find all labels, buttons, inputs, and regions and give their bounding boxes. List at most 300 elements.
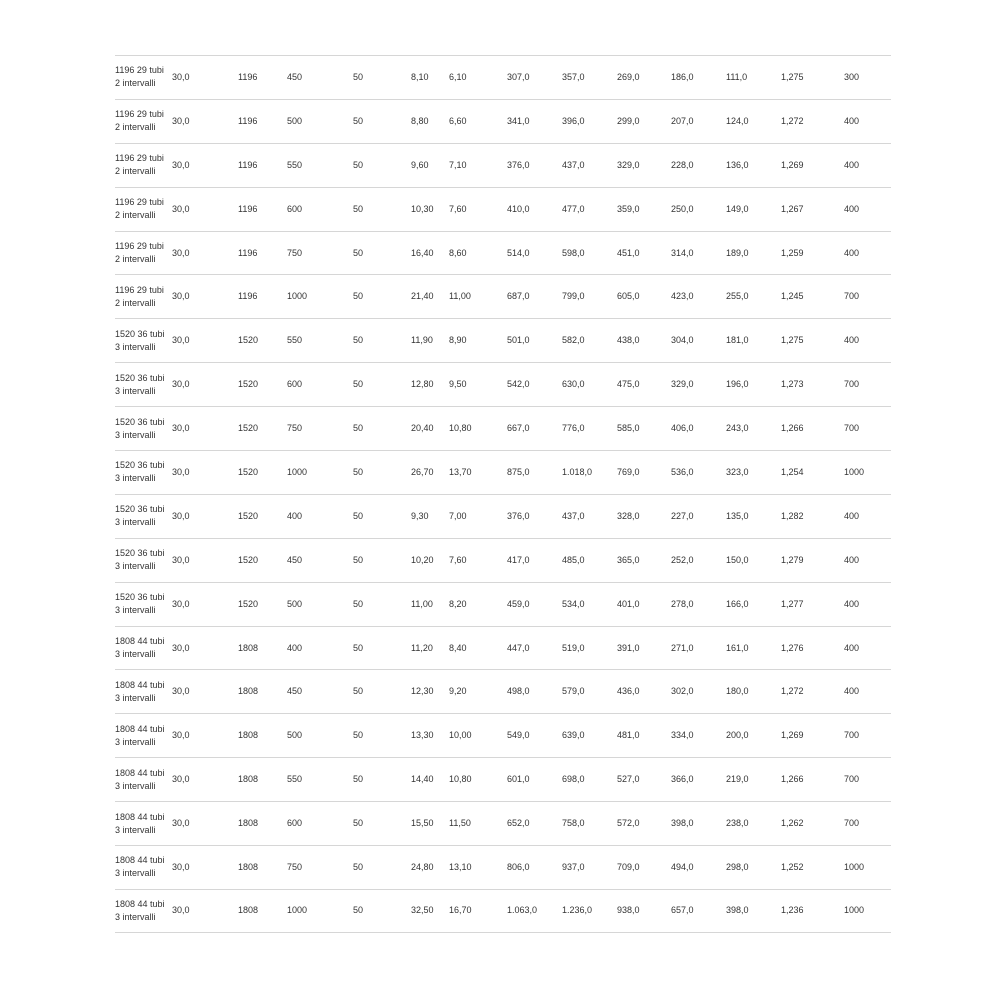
table-cell: 1,273 [781,379,804,390]
table-cell: 400 [844,335,860,346]
table-cell: 11,50 [449,818,471,829]
table-cell: 300 [844,71,860,82]
table-cell: 423,0 [671,291,694,302]
table-cell: 750 [287,861,303,872]
table-cell: 376,0 [507,159,530,170]
table-cell: 1,262 [781,818,804,829]
model-name-line1: 1196 29 tubi [115,284,164,295]
model-name-line1: 1196 29 tubi [115,153,164,164]
table-row [115,406,891,450]
table-cell: 406,0 [671,423,694,434]
table-cell: 186,0 [671,71,694,82]
table-cell: 519,0 [562,642,585,653]
table-cell: 550 [287,159,303,170]
table-cell: 20,40 [411,423,434,434]
table-cell: 181,0 [726,335,749,346]
table-cell: 307,0 [507,71,530,82]
table-cell: 50 [353,818,364,829]
table-cell: 1,275 [781,71,804,82]
table-cell: 700 [844,291,860,302]
table-cell: 9,60 [411,159,429,170]
table-cell: 1,279 [781,554,804,565]
table-row [115,801,891,845]
table-cell: 200,0 [726,730,749,741]
table-cell: 1,245 [781,291,804,302]
table-cell: 227,0 [671,510,694,521]
model-name-line2: 3 intervalli [115,517,156,528]
model-name-line1: 1196 29 tubi [115,109,164,120]
model-name-line1: 1196 29 tubi [115,241,164,251]
table-row [115,143,891,187]
model-name-line1: 1520 36 tubi [115,460,165,471]
table-cell: 50 [353,247,364,258]
table-cell: 639,0 [562,730,585,741]
table-cell: 278,0 [671,598,694,609]
model-name-cell [115,451,171,494]
table-cell: 700 [844,818,860,829]
model-name-line1: 1520 36 tubi [115,416,165,427]
table-cell: 400 [844,642,860,653]
model-name-line2: 3 intervalli [115,561,156,572]
table-cell: 50 [353,598,364,609]
table-cell: 50 [353,115,364,126]
table-cell: 750 [287,247,303,258]
table-cell: 1000 [844,466,865,477]
table-cell: 550 [287,335,303,346]
table-row [115,362,891,406]
table-cell: 1520 [238,335,259,346]
table-cell: 50 [353,159,364,170]
table-cell: 598,0 [562,247,585,258]
table-cell: 437,0 [562,159,585,170]
model-name-line1: 1196 29 tubi [115,65,164,76]
table-cell: 10,20 [411,554,434,565]
model-name-line2: 2 intervalli [115,78,156,89]
table-cell: 50 [353,466,364,477]
table-cell: 585,0 [617,423,640,434]
table-cell: 7,60 [449,554,467,565]
model-name-line2: 3 intervalli [115,692,156,703]
model-name-line2: 3 intervalli [115,605,156,616]
table-cell: 150,0 [726,554,749,565]
table-cell: 135,0 [726,510,749,521]
table-cell: 750 [287,423,303,434]
model-name-line2: 2 intervalli [115,122,156,133]
table-cell: 436,0 [617,686,640,697]
table-row [115,538,891,582]
table-cell: 1196 [238,247,258,258]
table-cell: 398,0 [726,905,749,916]
model-name-line1: 1520 36 tubi [115,372,165,383]
table-cell: 180,0 [726,686,749,697]
table-cell: 451,0 [617,247,640,258]
table-cell: 50 [353,335,364,346]
table-row [115,494,891,538]
model-name-cell [115,100,171,143]
table-cell: 10,80 [449,774,472,785]
table-cell: 1,269 [781,730,804,741]
model-name-cell [115,188,171,231]
table-cell: 8,40 [449,642,467,653]
table-cell: 600 [287,203,303,214]
table-cell: 600 [287,379,303,390]
table-cell: 1520 [238,423,259,434]
table-row [115,450,891,494]
model-name-line1: 1808 44 tubi [115,811,165,822]
table-cell: 24,80 [411,861,434,872]
table-cell: 50 [353,861,364,872]
table-cell: 657,0 [671,905,694,916]
table-cell: 605,0 [617,291,640,302]
model-name-line2: 2 intervalli [115,254,156,264]
model-name-cell [115,714,171,757]
table-cell: 189,0 [726,247,749,258]
table-cell: 582,0 [562,335,585,346]
table-cell: 776,0 [562,423,585,434]
table-cell: 937,0 [562,861,585,872]
table-cell: 299,0 [617,115,640,126]
table-cell: 21,40 [411,291,434,302]
table-cell: 7,60 [449,203,467,214]
model-name-cell [115,275,171,318]
table-row [115,757,891,801]
table-cell: 50 [353,379,364,390]
table-cell: 9,20 [449,686,467,697]
table-cell: 11,00 [411,598,433,609]
table-cell: 1520 [238,510,259,521]
table-cell: 9,30 [411,510,429,521]
table-cell: 238,0 [726,818,749,829]
table-cell: 10,00 [449,730,472,741]
model-name-line1: 1808 44 tubi [115,898,165,909]
table-cell: 1,254 [781,466,804,477]
table-cell: 30,0 [172,115,190,126]
table-cell: 149,0 [726,203,749,214]
table-cell: 341,0 [507,115,530,126]
table-cell: 50 [353,730,364,741]
table-row [115,231,891,275]
table-cell: 50 [353,291,364,302]
table-cell: 10,30 [411,203,434,214]
table-cell: 359,0 [617,203,640,214]
table-cell: 498,0 [507,686,530,697]
table-cell: 13,30 [411,730,434,741]
data-table [115,55,891,933]
model-name-line2: 3 intervalli [115,736,156,747]
table-cell: 12,30 [411,686,434,697]
table-cell: 1196 [238,203,258,214]
table-cell: 366,0 [671,774,694,785]
table-row [115,582,891,626]
table-cell: 30,0 [172,861,190,872]
model-name-line2: 3 intervalli [115,780,156,791]
model-name-line2: 2 intervalli [115,166,156,177]
table-cell: 304,0 [671,335,694,346]
table-cell: 400 [844,159,860,170]
table-cell: 50 [353,642,364,653]
table-cell: 30,0 [172,423,190,434]
table-cell: 30,0 [172,247,190,258]
table-cell: 400 [844,554,860,565]
table-cell: 1808 [238,730,259,741]
model-name-cell [115,319,171,362]
table-cell: 7,10 [449,159,467,170]
table-cell: 1,267 [781,203,804,214]
table-cell: 938,0 [617,905,640,916]
table-cell: 400 [287,642,303,653]
table-cell: 271,0 [671,642,694,653]
table-cell: 481,0 [617,730,640,741]
table-cell: 534,0 [562,598,585,609]
table-cell: 11,00 [449,291,471,302]
table-cell: 687,0 [507,291,530,302]
table-cell: 769,0 [617,466,640,477]
table-row [115,626,891,670]
table-cell: 196,0 [726,379,749,390]
table-cell: 652,0 [507,818,530,829]
table-row [115,669,891,713]
model-name-line1: 1520 36 tubi [115,592,165,603]
table-cell: 8,80 [411,115,429,126]
model-name-line2: 3 intervalli [115,429,156,440]
table-cell: 400 [844,115,860,126]
table-cell: 1,269 [781,159,804,170]
table-cell: 111,0 [726,71,748,82]
table-cell: 1000 [287,905,308,916]
table-cell: 30,0 [172,554,190,565]
table-cell: 500 [287,598,303,609]
model-name-cell [115,144,171,187]
table-cell: 514,0 [507,247,530,258]
model-name-cell [115,890,171,932]
table-cell: 1,236 [781,905,804,916]
model-name-line1: 1808 44 tubi [115,636,165,647]
table-cell: 1.063,0 [507,905,538,916]
table-cell: 550 [287,774,303,785]
table-cell: 709,0 [617,861,640,872]
table-cell: 302,0 [671,686,694,697]
table-cell: 579,0 [562,686,585,697]
table-cell: 8,20 [449,598,467,609]
table-cell: 667,0 [507,423,530,434]
model-name-line2: 3 intervalli [115,473,156,484]
table-cell: 13,70 [449,466,472,477]
model-name-line1: 1808 44 tubi [115,723,165,734]
table-cell: 1520 [238,379,259,390]
table-row [115,55,891,99]
table-cell: 30,0 [172,598,190,609]
table-cell: 30,0 [172,466,190,477]
table-cell: 30,0 [172,335,190,346]
table-cell: 1.018,0 [562,466,593,477]
table-cell: 500 [287,115,303,126]
model-name-line2: 2 intervalli [115,210,156,221]
table-cell: 11,20 [411,642,433,653]
model-name-cell [115,56,171,99]
table-cell: 410,0 [507,203,530,214]
table-cell: 8,90 [449,335,467,346]
table-cell: 1,277 [781,598,804,609]
table-cell: 12,80 [411,379,434,390]
table-cell: 30,0 [172,71,190,82]
table-cell: 50 [353,423,364,434]
table-cell: 459,0 [507,598,530,609]
table-cell: 400 [844,247,860,258]
table-cell: 1808 [238,774,259,785]
table-cell: 1520 [238,554,259,565]
table-cell: 329,0 [617,159,640,170]
model-name-cell [115,363,171,406]
model-name-line2: 3 intervalli [115,341,156,352]
table-cell: 219,0 [726,774,749,785]
table-cell: 1,252 [781,861,804,872]
table-cell: 417,0 [507,554,530,565]
table-row [115,274,891,318]
model-name-cell [115,670,171,713]
table-cell: 700 [844,730,860,741]
table-cell: 1,282 [781,510,804,521]
table-cell: 875,0 [507,466,530,477]
table-cell: 250,0 [671,203,694,214]
model-name-cell [115,583,171,626]
table-cell: 30,0 [172,159,190,170]
model-name-line1: 1520 36 tubi [115,328,165,339]
table-cell: 136,0 [726,159,749,170]
table-cell: 447,0 [507,642,530,653]
table-cell: 536,0 [671,466,694,477]
table-cell: 758,0 [562,818,585,829]
table-cell: 30,0 [172,774,190,785]
table-cell: 477,0 [562,203,585,214]
table-cell: 1808 [238,686,259,697]
table-cell: 7,00 [449,510,467,521]
table-cell: 1808 [238,818,259,829]
model-name-line1: 1808 44 tubi [115,855,165,866]
table-cell: 475,0 [617,379,640,390]
table-cell: 437,0 [562,510,585,521]
table-cell: 9,50 [449,379,467,390]
table-cell: 314,0 [671,247,694,258]
table-cell: 698,0 [562,774,585,785]
table-cell: 396,0 [562,115,585,126]
table-cell: 700 [844,379,860,390]
table-row [115,889,891,933]
table-cell: 26,70 [411,466,434,477]
table-cell: 124,0 [726,115,749,126]
table-cell: 542,0 [507,379,530,390]
table-cell: 1808 [238,905,259,916]
table-cell: 494,0 [671,861,694,872]
table-cell: 243,0 [726,423,749,434]
table-row [115,318,891,362]
table-cell: 1196 [238,71,258,82]
model-name-line1: 1520 36 tubi [115,504,165,515]
table-cell: 1000 [844,905,865,916]
table-cell: 485,0 [562,554,585,565]
model-name-line1: 1196 29 tubi [115,197,164,208]
model-name-cell [115,539,171,582]
model-name-line2: 3 intervalli [115,385,156,396]
model-name-cell [115,846,171,889]
table-cell: 601,0 [507,774,530,785]
table-cell: 32,50 [411,905,434,916]
table-cell: 50 [353,774,364,785]
table-cell: 252,0 [671,554,694,565]
table-cell: 30,0 [172,642,190,653]
table-cell: 1808 [238,861,259,872]
table-cell: 50 [353,554,364,565]
table-cell: 1,276 [781,642,804,653]
table-cell: 1,275 [781,335,804,346]
table-cell: 14,40 [411,774,434,785]
table-cell: 630,0 [562,379,585,390]
table-cell: 15,50 [411,818,434,829]
model-name-line1: 1808 44 tubi [115,767,165,778]
table-cell: 391,0 [617,642,640,653]
table-cell: 400 [844,203,860,214]
table-cell: 450 [287,71,303,82]
table-cell: 376,0 [507,510,530,521]
table-cell: 1.236,0 [562,905,593,916]
table-cell: 10,80 [449,423,472,434]
table-cell: 50 [353,905,364,916]
table-cell: 700 [844,423,860,434]
table-cell: 500 [287,730,303,741]
table-cell: 1808 [238,642,259,653]
table-cell: 450 [287,554,303,565]
table-cell: 8,60 [449,247,467,258]
table-cell: 30,0 [172,905,190,916]
table-cell: 50 [353,71,364,82]
table-cell: 334,0 [671,730,694,741]
model-name-line2: 3 intervalli [115,911,156,922]
table-cell: 400 [287,510,303,521]
table-cell: 30,0 [172,818,190,829]
table-cell: 6,60 [449,115,467,126]
table-cell: 50 [353,203,364,214]
table-cell: 166,0 [726,598,749,609]
table-row [115,845,891,889]
table-cell: 1196 [238,159,258,170]
table-cell: 1196 [238,115,258,126]
table-cell: 207,0 [671,115,694,126]
table-cell: 255,0 [726,291,749,302]
table-cell: 329,0 [671,379,694,390]
table-cell: 16,40 [411,247,434,258]
table-cell: 450 [287,686,303,697]
table-cell: 1000 [844,861,865,872]
model-name-cell [115,407,171,450]
table-cell: 298,0 [726,861,749,872]
table-cell: 50 [353,686,364,697]
table-row [115,99,891,143]
table-cell: 6,10 [449,71,467,82]
model-name-cell [115,758,171,801]
table-cell: 527,0 [617,774,640,785]
table-row [115,187,891,231]
table-cell: 50 [353,510,364,521]
model-name-cell [115,232,171,275]
table-cell: 700 [844,774,860,785]
table-cell: 30,0 [172,510,190,521]
table-cell: 30,0 [172,379,190,390]
table-cell: 8,10 [411,71,429,82]
table-cell: 501,0 [507,335,530,346]
model-name-line2: 3 intervalli [115,868,156,879]
table-cell: 400 [844,510,860,521]
model-name-line1: 1520 36 tubi [115,548,165,559]
table-cell: 1520 [238,466,259,477]
